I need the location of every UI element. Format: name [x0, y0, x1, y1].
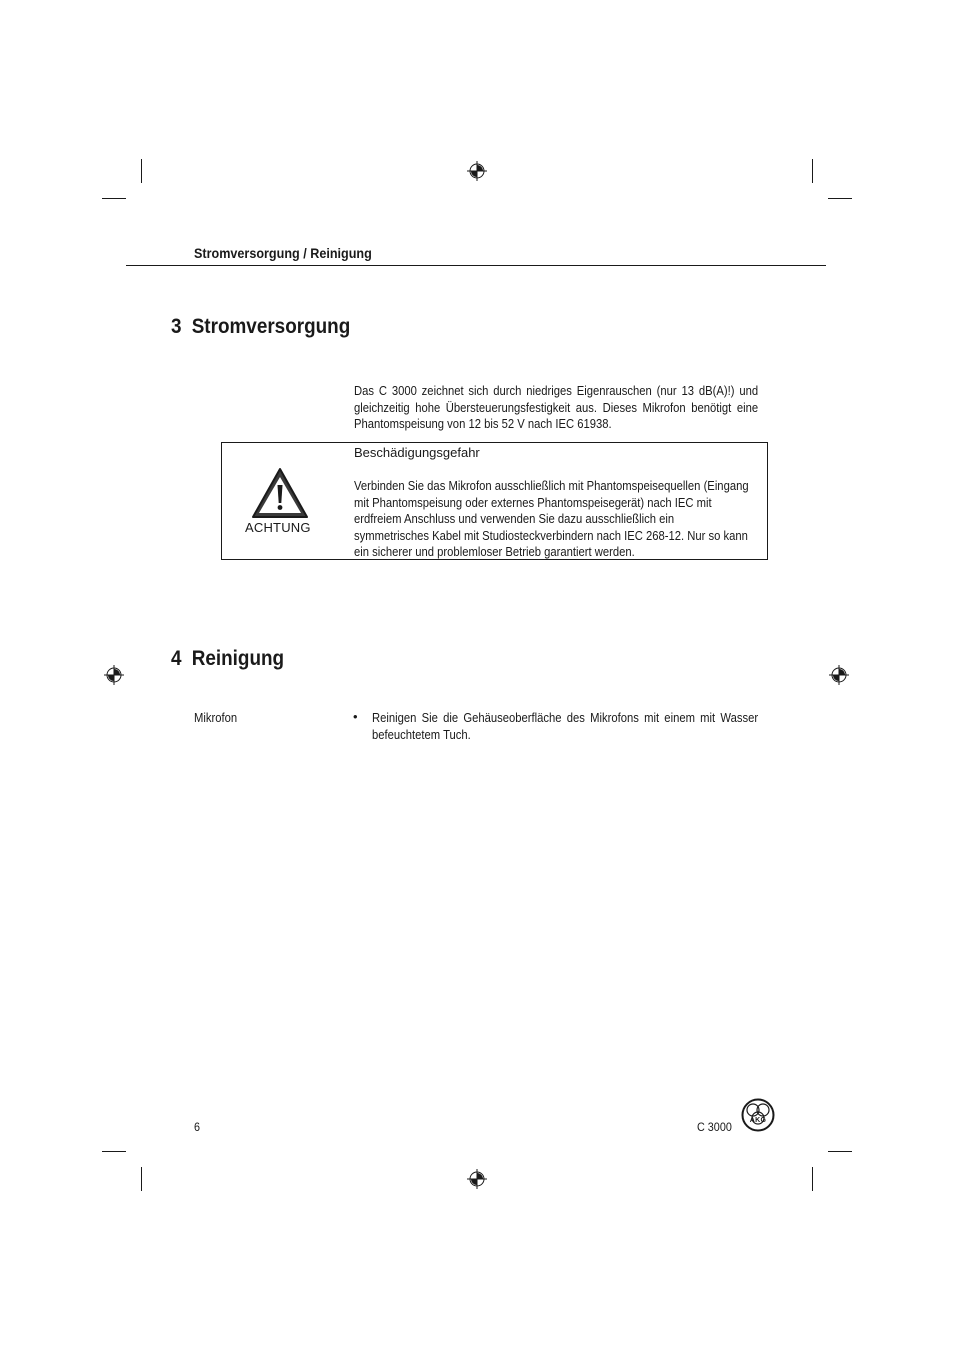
akg-logo [741, 1098, 775, 1132]
text-line: ein sicherer und problemloser Betrieb garantiert werden. [354, 545, 635, 559]
text-line: Verbinden Sie das Mikrofon ausschließlich mit Phantomspeisequellen (Eingang [354, 479, 749, 493]
registration-mark-icon [467, 161, 487, 181]
text-line: mit Phantomspeisung oder externes Phantomspeisegerät) nach IEC mit [354, 495, 712, 510]
section-title: Reinigung [191, 647, 285, 670]
warning-label: ACHTUNG [245, 520, 311, 535]
bullet-marker: • [353, 709, 358, 724]
page-number: 6 [194, 1120, 201, 1134]
crop-mark-top-right-horizontal [828, 198, 852, 199]
registration-mark-icon [829, 665, 849, 685]
text-line: Phantomspeisung von 12 bis 52 V nach IEC 61938. [354, 417, 612, 431]
section-3-heading [171, 315, 350, 339]
section-title: Stromversorgung [191, 315, 351, 338]
crop-mark-bottom-right-vertical [812, 1167, 813, 1191]
model-name: C 3000 [697, 1120, 732, 1134]
section-number: 3 [171, 315, 182, 338]
section-number: 4 [171, 647, 182, 670]
header-rule [126, 265, 826, 266]
warning-title: Beschädigungsgefahr [354, 445, 480, 460]
text-line: Reinigen Sie die Gehäuseoberfläche des Mikrofons mit einem mit Wasser [372, 711, 759, 725]
crop-mark-bottom-left-horizontal [102, 1151, 126, 1152]
crop-mark-top-left-horizontal [102, 198, 126, 199]
warning-triangle-icon [251, 467, 309, 519]
section-4-side-label: Mikrofon [194, 711, 238, 725]
crop-mark-top-left-vertical [141, 159, 142, 183]
akg-logo-icon [741, 1098, 775, 1132]
text-line: erdfreiem Anschluss und verwenden Sie dazu ausschließlich ein [354, 512, 675, 526]
text-line: gleichzeitig hohe Übersteuerungsfestigkeit aus. Dieses Mikrofon benötigt eine [354, 400, 759, 415]
registration-mark-icon [104, 665, 124, 685]
section-4-heading [171, 647, 284, 671]
text-line: Das C 3000 zeichnet sich durch niedriges Eigenrauschen (nur 13 dB(A)!) und [354, 384, 759, 398]
registration-mark-icon [467, 1169, 487, 1189]
text-line: symmetrisches Kabel mit Studiosteckverbindern nach IEC 268-12. Nur so kann [354, 528, 748, 543]
running-header: Stromversorgung / Reinigung [194, 245, 372, 261]
crop-mark-top-right-vertical [812, 159, 813, 183]
crop-mark-bottom-right-horizontal [828, 1151, 852, 1152]
logo-text: AKG [749, 1117, 767, 1124]
warning-text [354, 478, 759, 561]
warning-box [221, 442, 768, 560]
section-4-list-item [372, 710, 758, 743]
section-3-intro [354, 383, 758, 433]
crop-mark-bottom-left-vertical [141, 1167, 142, 1191]
text-line: befeuchtetem Tuch. [372, 727, 471, 742]
